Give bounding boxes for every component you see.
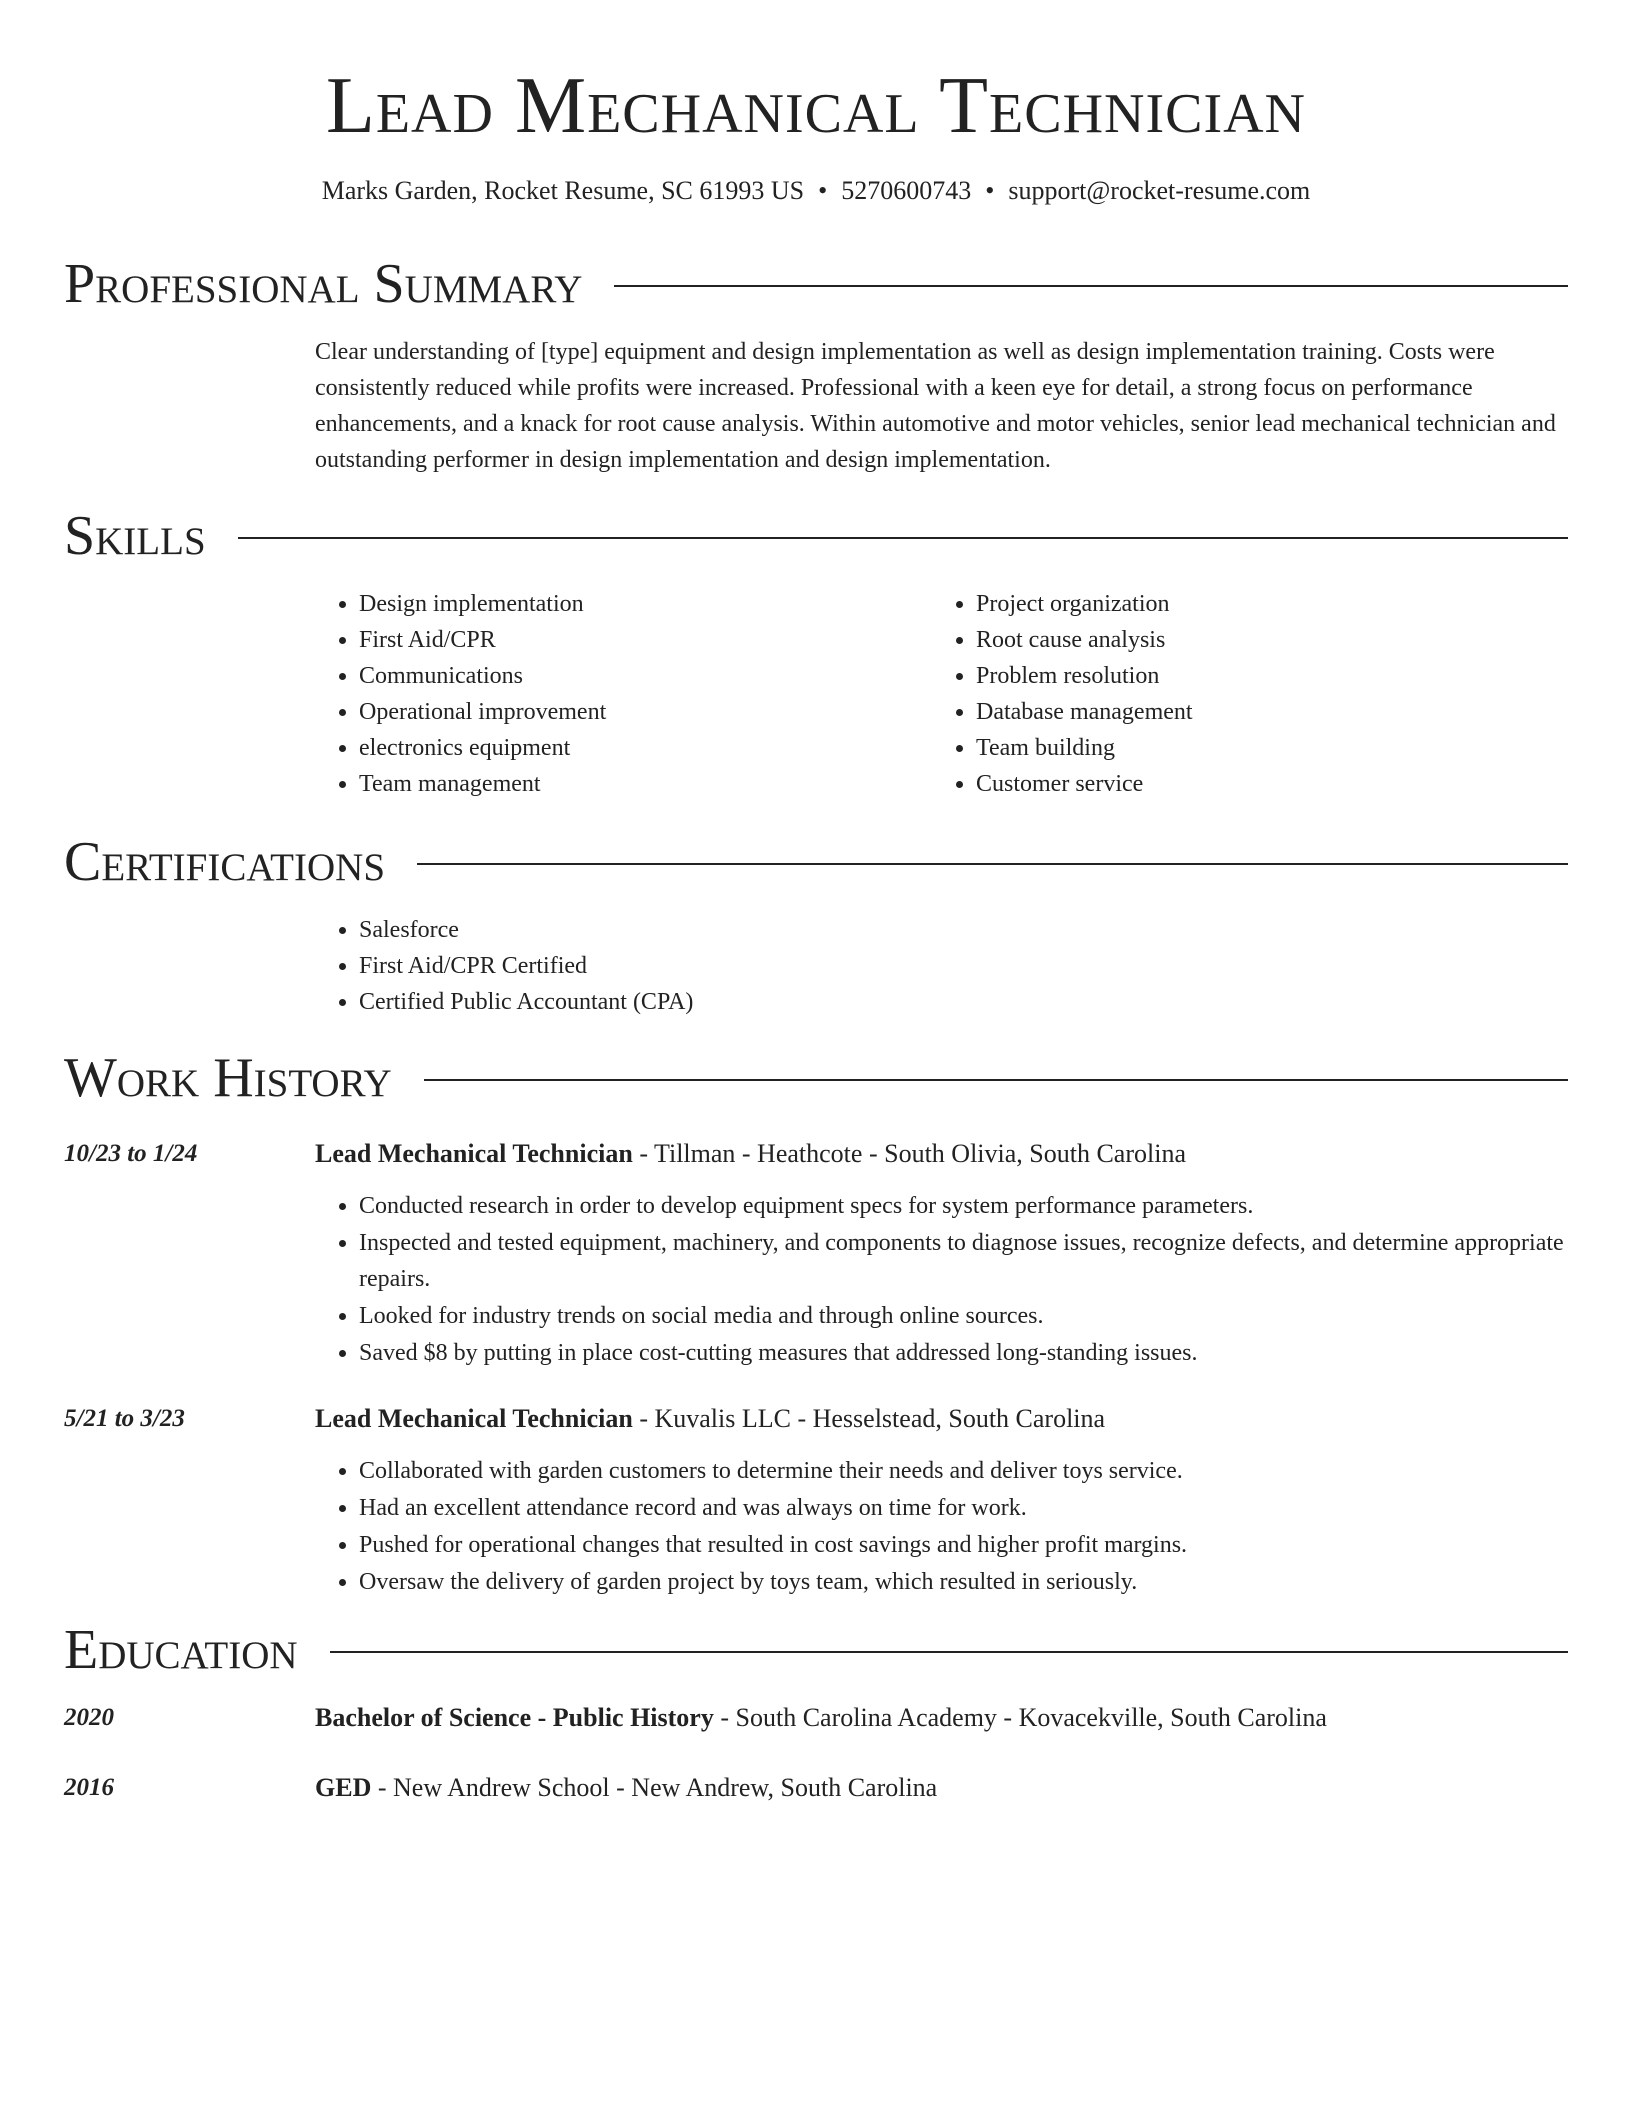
skills-column-right — [932, 586, 1549, 802]
job-dates: 5/21 to 3/23 — [64, 1405, 185, 1432]
certifications-section-header — [64, 830, 1568, 894]
skill-item: • Project organization — [976, 586, 1549, 622]
education-line — [315, 1700, 1568, 1736]
section-divider — [614, 285, 1568, 287]
contact-phone: 5270600743 — [841, 176, 972, 205]
job-bullet-item: • Oversaw the delivery of garden project by toys team, which resulted in seriously. — [359, 1564, 1612, 1600]
education-year: 2016 — [64, 1774, 114, 1801]
skill-item: • Customer service — [976, 766, 1549, 802]
contact-address: Marks Garden, Rocket Resume, SC 61993 US — [321, 176, 805, 205]
skill-item: • Team management — [359, 766, 932, 802]
skills-list-right — [932, 586, 1549, 802]
skills-column-left — [315, 586, 932, 802]
job-bullet-item: • Collaborated with garden customers to determine their needs and deliver toys service. — [359, 1453, 1612, 1489]
job-bullets — [315, 1453, 1612, 1601]
education-degree: GED — [315, 1773, 372, 1802]
job-bullet-item: • Saved $8 by putting in place cost-cutting measures that addressed long-standing issues. — [359, 1335, 1612, 1371]
education-school-details: - New Andrew School - New Andrew, South Carolina — [371, 1773, 938, 1802]
job-role: Lead Mechanical Technician — [315, 1139, 633, 1168]
summary-text: Clear understanding of [type] equipment and design implementation as well as design implementation training. Costs were consistently reduced while profits were increased. Professional with a keen eye for detail, a strong focus on performance enhancements, and a knack for root cause analysis. Within automotive and motor vehicles, senior lead mechanical technician and outstanding performer in design implementation and design implementation. — [315, 339, 1556, 473]
section-divider — [424, 1079, 1568, 1081]
education-section-header — [64, 1618, 1568, 1682]
skill-item: • First Aid/CPR — [359, 622, 932, 658]
contact-separator: • — [818, 176, 828, 205]
summary-section-header — [64, 252, 1568, 316]
skill-item: • Communications — [359, 658, 932, 694]
certifications-list — [315, 912, 1568, 1020]
skills-grid — [315, 586, 1568, 802]
job-title-line — [315, 1401, 1568, 1437]
job-employer-details: - Tillman - Heathcote - South Olivia, South Carolina — [632, 1139, 1186, 1168]
skills-section-title: Skills — [64, 505, 206, 567]
skill-item: • Design implementation — [359, 586, 932, 622]
job-bullet-item: • Had an excellent attendance record and was always on time for work. — [359, 1490, 1612, 1526]
skills-section-body — [315, 586, 1568, 802]
contact-line — [64, 174, 1568, 208]
job-bullet-item: • Inspected and tested equipment, machinery, and components to diagnose issues, recognize defects, and determine appropriate repairs. — [359, 1225, 1612, 1297]
section-divider — [330, 1651, 1568, 1653]
skill-item: • Operational improvement — [359, 694, 932, 730]
job-bullet-item: • Conducted research in order to develop equipment specs for system performance parameters. — [359, 1188, 1612, 1224]
work-section-header — [64, 1046, 1568, 1110]
education-line — [315, 1770, 1568, 1806]
education-school-details: - South Carolina Academy - Kovacekville, South Carolina — [713, 1703, 1327, 1732]
certifications-section-body — [315, 912, 1568, 1020]
certification-item: • First Aid/CPR Certified — [359, 948, 1568, 984]
job-bullet-item: • Looked for industry trends on social media and through online sources. — [359, 1298, 1612, 1334]
job-bullet-item: • Pushed for operational changes that resulted in cost savings and higher profit margins. — [359, 1527, 1612, 1563]
section-divider — [417, 863, 1568, 865]
skill-item: • electronics equipment — [359, 730, 932, 766]
skill-item: • Database management — [976, 694, 1549, 730]
resume-name-heading: Lead Mechanical Technician — [325, 62, 1306, 150]
job-dates: 10/23 to 1/24 — [64, 1140, 198, 1167]
job-title-line — [315, 1136, 1568, 1172]
work-section-title: Work History — [64, 1047, 392, 1109]
skill-item: • Problem resolution — [976, 658, 1549, 694]
certification-item: • Salesforce — [359, 912, 1568, 948]
job-role: Lead Mechanical Technician — [315, 1404, 633, 1433]
skill-item: • Team building — [976, 730, 1549, 766]
skills-section-header — [64, 504, 1568, 568]
education-degree: Bachelor of Science - Public History — [315, 1703, 714, 1732]
certifications-section-title: Certifications — [64, 831, 386, 893]
education-year: 2020 — [64, 1704, 114, 1731]
certification-item: • Certified Public Accountant (CPA) — [359, 984, 1568, 1020]
skills-list-left — [315, 586, 932, 802]
education-section-title: Education — [64, 1619, 298, 1681]
skill-item: • Root cause analysis — [976, 622, 1549, 658]
summary-section-body — [315, 334, 1568, 478]
contact-separator: • — [985, 176, 995, 205]
job-bullets — [315, 1188, 1612, 1372]
contact-email: support@rocket-resume.com — [1008, 176, 1311, 205]
job-employer-details: - Kuvalis LLC - Hesselstead, South Carolina — [632, 1404, 1106, 1433]
section-divider — [238, 537, 1568, 539]
summary-section-title: Professional Summary — [64, 253, 583, 315]
